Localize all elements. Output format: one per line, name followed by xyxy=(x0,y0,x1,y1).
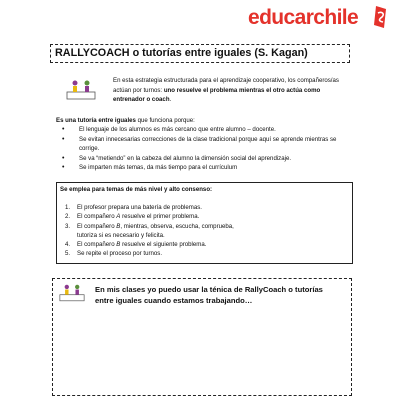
step-continuation: tutoriza si es necesario y felicita. xyxy=(77,231,165,239)
step-text-end: resuelve el primer problema. xyxy=(120,213,200,221)
intro-end: . xyxy=(169,96,172,103)
two-students-icon xyxy=(66,79,96,101)
step-number: 5. xyxy=(65,250,71,258)
step-text: El compañero xyxy=(77,213,117,221)
reasons-list xyxy=(62,125,352,173)
step-text-end: , mientras, observa, escucha, comprueba, xyxy=(120,222,234,230)
list-item: • Se evitan innecesarias correcciones de la clase tradicional porque aquí se aprende mientras se corrige. xyxy=(62,135,352,154)
step-text: El profesor prepara una batería de problemas. xyxy=(77,204,202,211)
educarchile-mark-icon xyxy=(372,5,390,29)
step-emphasis: A xyxy=(116,213,121,221)
educarchile-logo: educarchile xyxy=(248,6,359,29)
two-students-small-icon xyxy=(59,283,85,303)
step-number: 4. xyxy=(65,241,71,249)
list-item xyxy=(65,212,335,221)
list-item xyxy=(65,222,335,231)
step-text: Se repite el proceso por turnos. xyxy=(77,250,163,258)
reflection-prompt: En mis clases yo puedo usar la ténica de RallyCoach o tutorías entre iguales cuando estamos trabajando… xyxy=(95,285,323,305)
steps-heading: Se emplea para temas de más nivel y alto consenso: xyxy=(60,186,213,193)
step-text-end: resuelve el siguiente problema. xyxy=(120,241,207,249)
tutoria-bold: Es una tutoría entre iguales xyxy=(56,117,136,124)
steps-list xyxy=(65,203,335,259)
intro-text: En esta estrategia estructurada para el aprendizaje cooperativo, los compañeros/as actúan por turnos: xyxy=(113,77,339,94)
step-text: El compañero xyxy=(77,241,117,249)
list-item: • El lenguaje de los alumnos es más cercano que entre alumno – docente. xyxy=(62,125,352,135)
step-emphasis: B xyxy=(116,222,121,230)
reflection-box[interactable] xyxy=(52,278,352,396)
step-text: El compañero xyxy=(77,222,117,230)
steps-box xyxy=(56,182,353,264)
intro-bold-text: uno resuelve el problema mientras el otro actúa como entrenador o coach xyxy=(113,86,321,103)
page-title: RALLYCOACH o tutorías entre iguales (S. Kagan) xyxy=(50,44,350,63)
list-item: • Se va “metiendo” en la cabeza del alumno la dimensión social del aprendizaje. xyxy=(62,154,352,164)
list-item: • Se imparten más temas, da más tiempo para el currículum xyxy=(62,163,352,173)
list-item xyxy=(65,203,335,212)
list-item xyxy=(65,240,335,249)
tutoria-rest: que funciona porque: xyxy=(135,117,195,124)
intro-paragraph xyxy=(113,76,345,105)
step-number: 1. xyxy=(65,204,71,211)
tutoria-line xyxy=(56,116,356,125)
step-emphasis: B xyxy=(116,241,121,249)
step-number: 3. xyxy=(65,222,71,230)
step-number: 2. xyxy=(65,213,71,221)
list-item xyxy=(65,249,335,258)
